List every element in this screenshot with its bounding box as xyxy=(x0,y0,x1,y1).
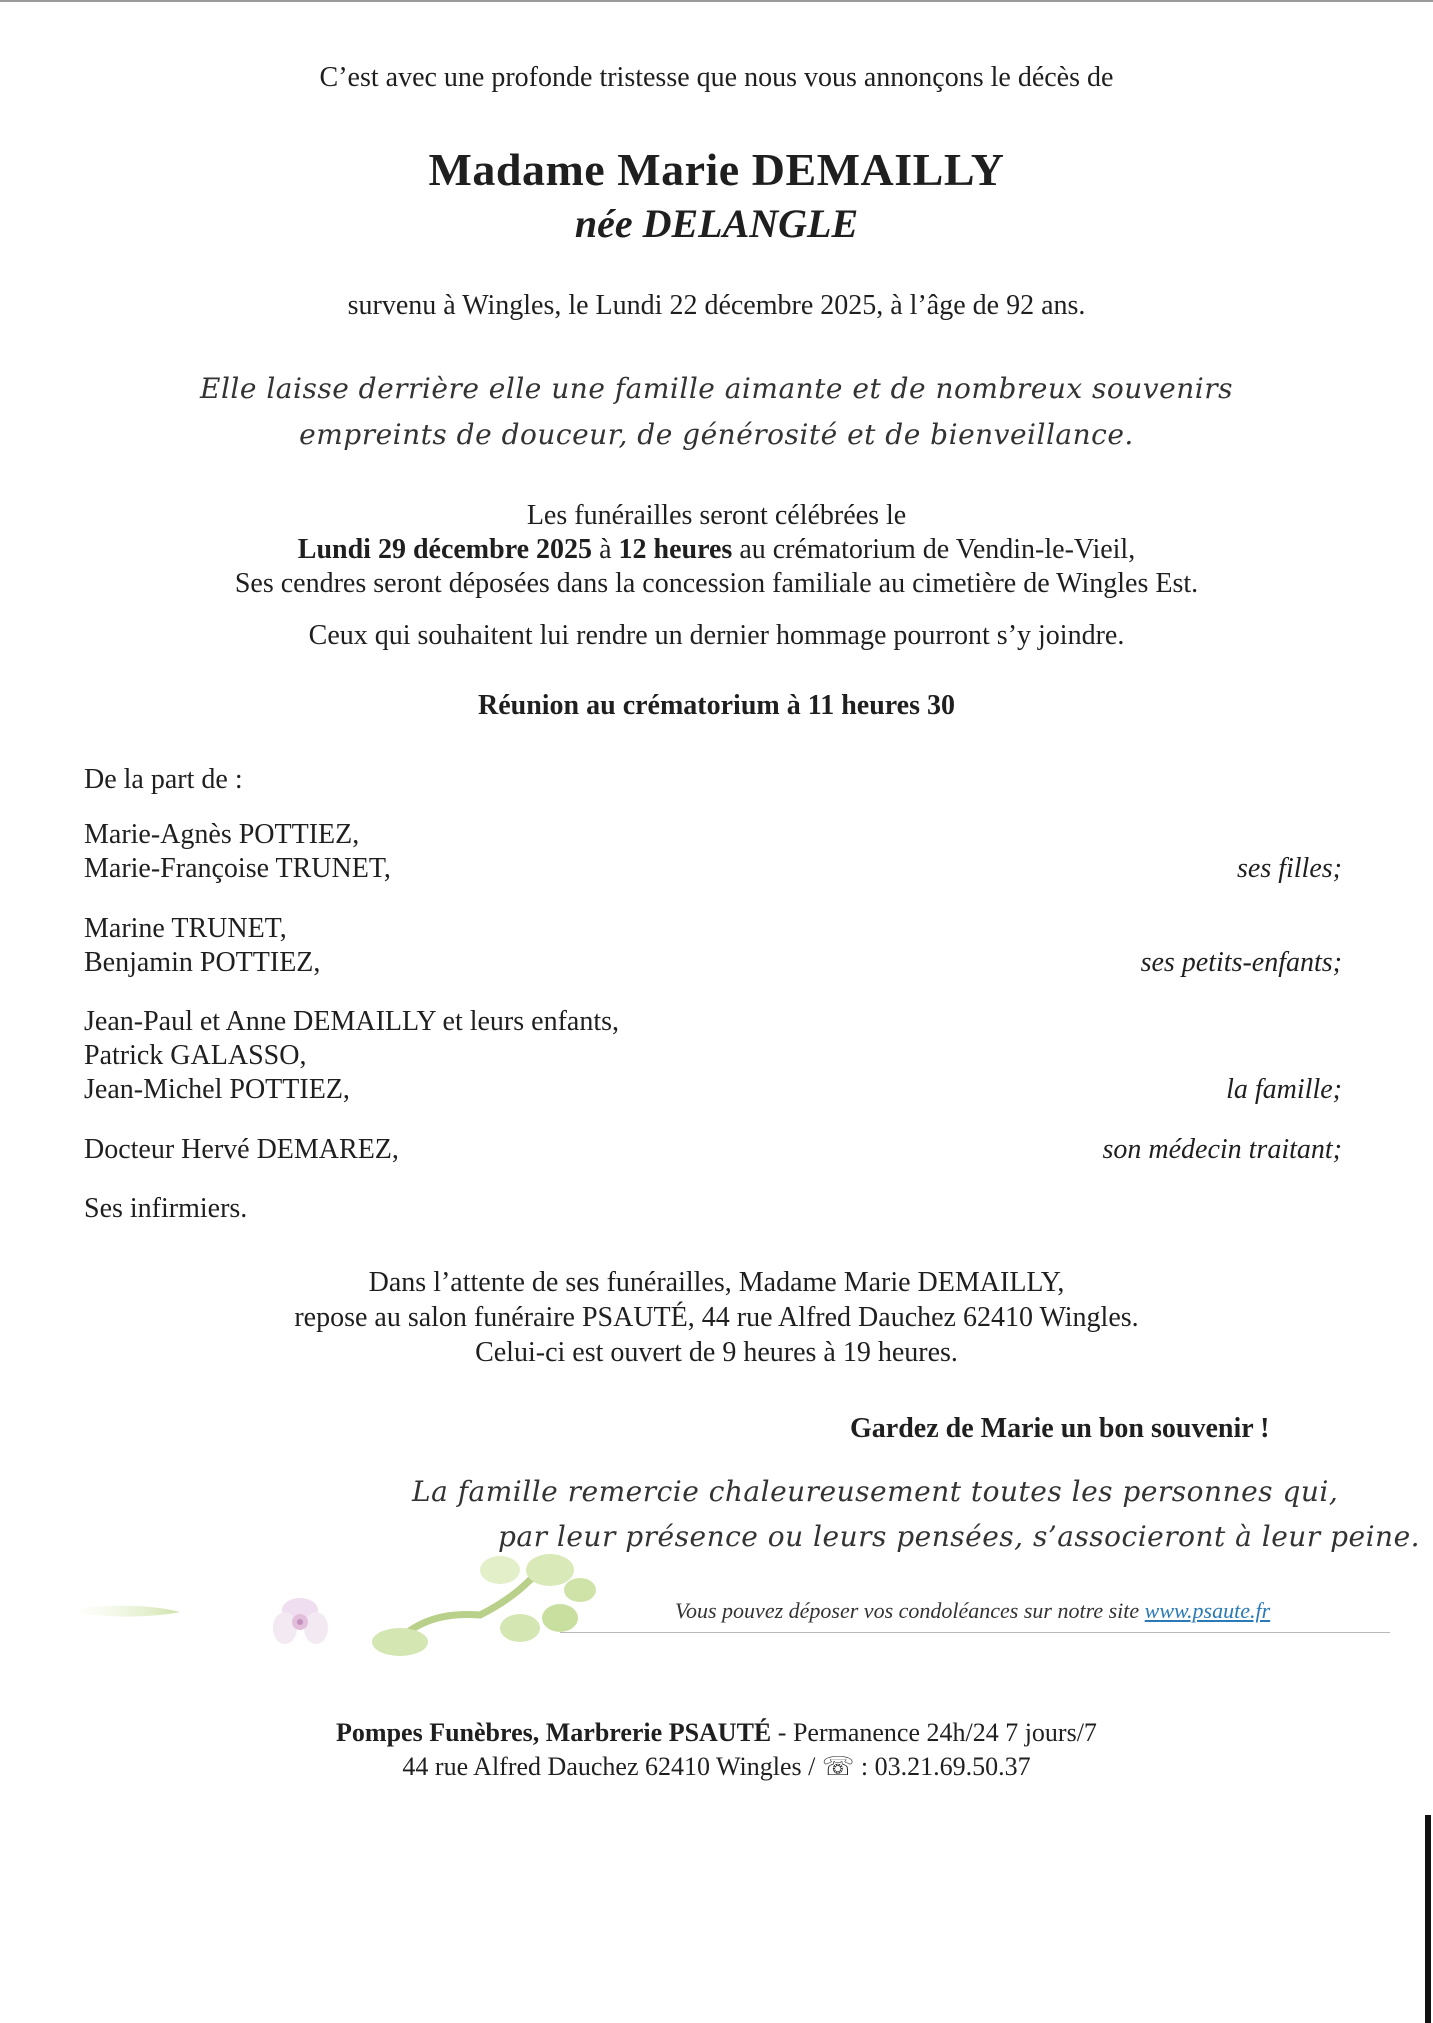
family-member-name: Benjamin POTTIEZ, xyxy=(84,947,321,978)
bud-shape xyxy=(526,1554,574,1586)
tribute-line-1: Elle laisse derrière elle une famille aimante et de nombreux souvenirs xyxy=(200,372,1233,405)
tribute-line-2: empreints de douceur, de générosité et de bienveillance. xyxy=(299,418,1134,451)
family-member: Patrick GALASSO, xyxy=(84,1040,307,1071)
funeral-time: 12 heures xyxy=(618,534,733,565)
family-role: son médecin traitant; xyxy=(1102,1134,1342,1165)
family-group-relatives xyxy=(84,1005,1342,1107)
condolences-line xyxy=(675,1598,1270,1624)
maiden-name: née DELANGLE xyxy=(574,201,859,246)
hommage-text: Ceux qui souhaitent lui rendre un dernier hommage pourront s’y joindre. xyxy=(308,620,1125,651)
souvenir-text: Gardez de Marie un bon souvenir ! xyxy=(850,1413,1270,1444)
rest-line-2: repose au salon funéraire PSAUTÉ, 44 rue Alfred Dauchez 62410 Wingles. xyxy=(294,1302,1139,1333)
family-member: Marie-Agnès POTTIEZ, xyxy=(84,819,360,850)
family-member-name: Docteur Hervé DEMAREZ, xyxy=(84,1134,399,1165)
condolences-text: Vous pouvez déposer vos condoléances sur notre site xyxy=(675,1598,1145,1623)
company-permanence: - Permanence 24h/24 7 jours/7 xyxy=(771,1718,1097,1747)
funeral-datetime xyxy=(0,534,1433,566)
ashes-text: Ses cendres seront déposées dans la concession familiale au cimetière de Wingles Est. xyxy=(234,568,1199,599)
family-member: Ses infirmiers. xyxy=(84,1193,248,1224)
scan-edge-bar xyxy=(1425,1815,1431,2023)
family-member xyxy=(84,946,1342,980)
condolences-divider xyxy=(560,1632,1390,1633)
thanks-line-1: La famille remercie chaleureusement toutes les personnes qui, xyxy=(412,1475,1339,1508)
footer-company xyxy=(0,1718,1433,1748)
family-member-name: Jean-Michel POTTIEZ, xyxy=(84,1074,350,1105)
family-member xyxy=(84,852,1342,886)
company-name: Pompes Funèbres, Marbrerie PSAUTÉ xyxy=(336,1718,772,1747)
footer-address: 44 rue Alfred Dauchez 62410 Wingles / ☏ : 03.21.69.50.37 xyxy=(402,1752,1031,1781)
family-group-doctor xyxy=(84,1133,1342,1167)
orchid-flower-icon xyxy=(273,1598,328,1644)
rest-line-1: Dans l’attente de ses funérailles, Madame Marie DEMAILLY, xyxy=(368,1267,1065,1298)
funeral-intro: Les funérailles seront célébrées le xyxy=(526,500,907,531)
family-member: Jean-Paul et Anne DEMAILLY et leurs enfants, xyxy=(84,1006,620,1037)
family-group-daughters xyxy=(84,818,1342,886)
death-announcement: survenu à Wingles, le Lundi 22 décembre 2025, à l’âge de 92 ans. xyxy=(347,290,1086,321)
family-member xyxy=(84,1133,1342,1167)
funeral-place: au crématorium de Vendin-le-Vieil, xyxy=(732,534,1136,565)
family-member-name: Marie-Françoise TRUNET, xyxy=(84,853,391,884)
bud-shape xyxy=(372,1628,428,1656)
family-group-grandchildren xyxy=(84,912,1342,980)
bud-shape xyxy=(542,1604,578,1632)
thanks-line-2: par leur présence ou leurs pensées, s’associeront à leur peine. xyxy=(498,1520,1421,1553)
funeral-date: Lundi 29 décembre 2025 xyxy=(297,534,593,565)
meeting-time: Réunion au crématorium à 11 heures 30 xyxy=(477,690,956,721)
funeral-connector: à xyxy=(592,534,619,565)
deceased-name: Madame Marie DEMAILLY xyxy=(428,144,1005,195)
family-role: ses petits-enfants; xyxy=(1140,947,1342,978)
rest-line-3: Celui-ci est ouvert de 9 heures à 19 heures. xyxy=(475,1337,958,1368)
leaf-shape xyxy=(80,1606,180,1617)
family-group-nurses xyxy=(84,1192,1342,1226)
family-section xyxy=(84,763,1342,797)
family-role: ses filles; xyxy=(1237,853,1342,884)
bud-shape xyxy=(480,1556,520,1584)
family-role: la famille; xyxy=(1226,1074,1342,1105)
website-link[interactable]: www.psaute.fr xyxy=(1144,1598,1271,1623)
intro-text: C’est avec une profonde tristesse que nous vous annonçons le décès de xyxy=(319,62,1114,93)
family-member xyxy=(84,1073,1342,1107)
bud-shape xyxy=(564,1578,596,1602)
family-member: Marine TRUNET, xyxy=(84,913,287,944)
bud-shape xyxy=(500,1614,540,1642)
orchid-decoration xyxy=(80,1540,600,1670)
family-header: De la part de : xyxy=(84,764,243,795)
